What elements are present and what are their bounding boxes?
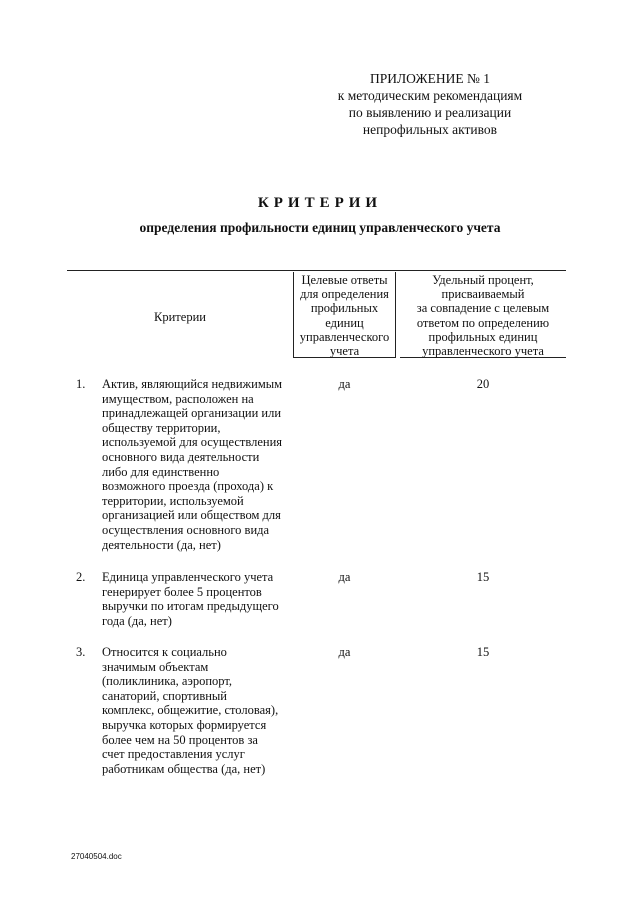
row-answer: да bbox=[338, 570, 351, 584]
row-percent: 15 bbox=[476, 645, 490, 659]
header-line: Удельный процент, bbox=[432, 273, 534, 287]
text-line: территории, используемой bbox=[102, 493, 244, 508]
row-criterion-text bbox=[102, 570, 297, 628]
text-line: возможного проезда (прохода) к bbox=[102, 479, 274, 494]
text-line: Относится к социально bbox=[102, 645, 227, 659]
text-line: основного вида деятельности bbox=[102, 449, 260, 464]
header-line: управленческого учета bbox=[422, 344, 544, 359]
appendix-line-3: по выявлению и реализации bbox=[348, 105, 512, 120]
header-line: профильных bbox=[310, 301, 379, 316]
table-top-rule bbox=[67, 270, 566, 271]
header-line: для определения bbox=[300, 287, 389, 302]
row-percent: 20 bbox=[476, 377, 490, 391]
text-line: либо для единственно bbox=[102, 464, 220, 479]
header-line: профильных единиц bbox=[428, 329, 538, 344]
text-line: более чем на 50 процентов за bbox=[102, 732, 258, 747]
header-line: присваиваемый bbox=[441, 287, 525, 302]
appendix-line-2: к методическим рекомендациям bbox=[337, 88, 523, 103]
appendix-header bbox=[300, 70, 560, 138]
row-answer: да bbox=[338, 645, 351, 659]
text-line: года (да, нет) bbox=[102, 613, 172, 628]
row-number: 3. bbox=[76, 645, 86, 659]
text-line: работникам общества (да, нет) bbox=[102, 761, 266, 776]
column-header-percent bbox=[400, 272, 566, 358]
row-number: 1. bbox=[76, 377, 86, 391]
header-line: Целевые ответы bbox=[301, 273, 388, 287]
text-line: принадлежащей организации или bbox=[102, 406, 282, 421]
text-line: обществу территории, bbox=[102, 420, 221, 435]
header-line: учета bbox=[329, 344, 360, 359]
text-line: (поликлиника, аэропорт, bbox=[102, 674, 233, 689]
text-line: деятельности (да, нет) bbox=[102, 537, 221, 552]
text-line: осуществления основного вида bbox=[102, 522, 270, 537]
column-header-criteria: Критерии bbox=[154, 310, 206, 324]
row-criterion-text bbox=[102, 377, 297, 552]
appendix-title: ПРИЛОЖЕНИЕ № 1 bbox=[369, 71, 491, 86]
column-header-answer bbox=[293, 272, 396, 358]
text-line: имуществом, расположен на bbox=[102, 391, 254, 406]
text-line: выручка которых формируется bbox=[102, 717, 267, 732]
row-percent: 15 bbox=[476, 570, 490, 584]
document-filename: 27040504.doc bbox=[71, 852, 122, 861]
text-line: организацией или обществом для bbox=[102, 508, 281, 523]
text-line: комплекс, общежитие, столовая), bbox=[102, 703, 279, 718]
row-number: 2. bbox=[76, 570, 86, 584]
text-line: счет предоставления услуг bbox=[102, 747, 245, 762]
text-line: значимым объектам bbox=[102, 659, 209, 674]
text-line: генерирует более 5 процентов bbox=[102, 584, 262, 599]
header-line: за совпадение с целевым bbox=[416, 301, 550, 316]
text-line: выручки по итогам предыдущего bbox=[102, 599, 279, 614]
text-line: Единица управленческого учета bbox=[102, 570, 274, 584]
appendix-line-4: непрофильных активов bbox=[362, 122, 498, 137]
document-heading: КРИТЕРИИ bbox=[257, 195, 383, 211]
text-line: санаторий, спортивный bbox=[102, 688, 227, 703]
row-criterion-text bbox=[102, 645, 297, 776]
document-subheading: определения профильности единиц управленческого учета bbox=[139, 220, 501, 235]
header-line: ответом по определению bbox=[416, 315, 550, 330]
text-line: Актив, являющийся недвижимым bbox=[102, 377, 283, 391]
text-line: используемой для осуществления bbox=[102, 435, 283, 450]
header-line: управленческого bbox=[299, 329, 390, 344]
header-line: единиц bbox=[325, 315, 364, 330]
row-answer: да bbox=[338, 377, 351, 391]
